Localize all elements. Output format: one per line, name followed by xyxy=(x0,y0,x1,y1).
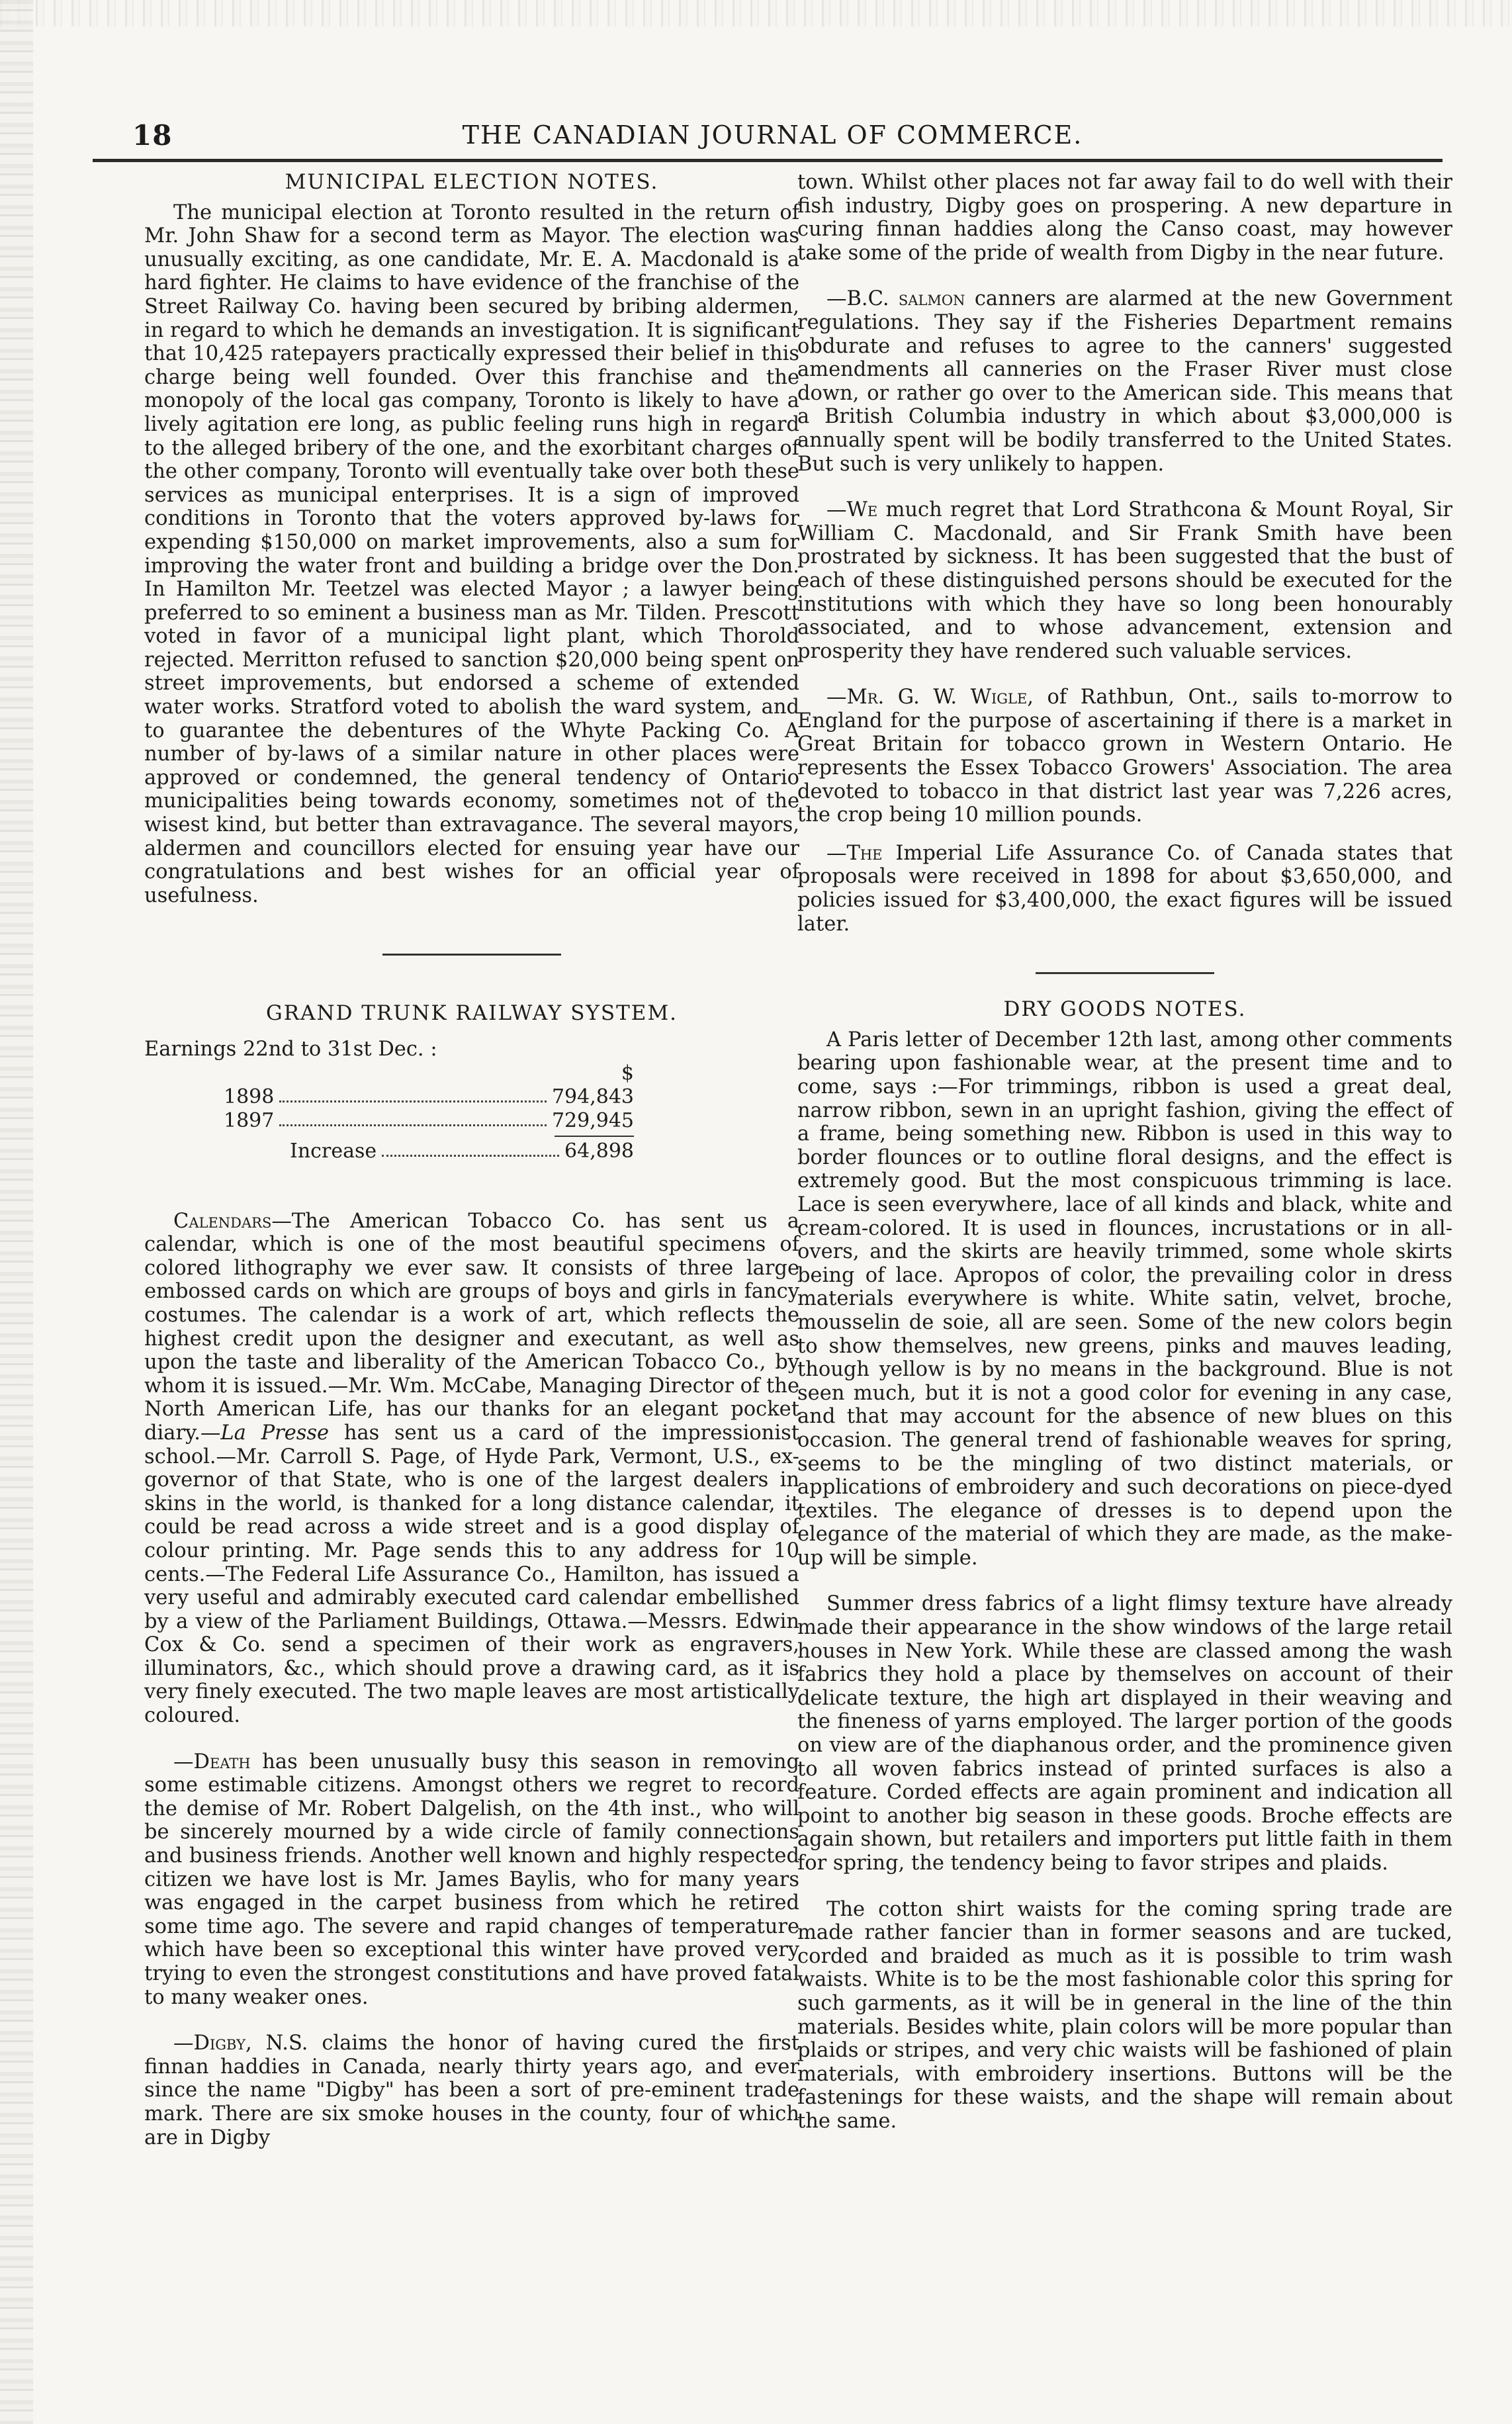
calendars-lead: Calendars xyxy=(173,1209,272,1233)
earnings-value: 729,945 xyxy=(551,1108,634,1132)
bc-salmon-lead: —B.C. salmon xyxy=(826,287,965,311)
dry-goods-paragraph: The cotton shirt waists for the coming spring trade are made rather fancier than in former seasons and are tucked, corded and braided as much as it is possible to trim wash waists. White is to be the most fashionable color this spring for such garments, as it will be in general in the line of the thin materials. Besides white, plain colors will be more popular than plaids or stripes, and very chic waists will be fashioned of plain materials, with embroidery insertions. Buttons will be the fastenings for these waists, and the shape will remain about the same. xyxy=(797,1897,1452,2133)
page-number: 18 xyxy=(132,119,173,152)
strathcona-paragraph xyxy=(797,498,1452,663)
death-lead: —Death xyxy=(173,1750,251,1773)
calendars-text-cont: has sent us a card of the impressionist school.—Mr. Carroll S. Page, of Hyde Park, Vermont, U.S., ex-governor of that State, who is one of the largest dealers in skins in the world, is thanked for a long distance calendar, it could be read across a wide street and is a good display of colour printing. Mr. Page sends this to any address for 10 cents.—The Federal Life Assurance Co., Hamilton, has issued a very useful and admirably executed card calendar embellished by a view of the Parliament Buildings, Ottawa.—Messrs. Edwin Cox & Co. send a specimen of their work as engravers, illuminators, &c., which should prove a drawing card, as it is very finely executed. The two maple leaves are most artistically coloured. xyxy=(144,1421,799,1728)
strathcona-text: much regret that Lord Strathcona & Mount Royal, Sir William C. Macdonald, and Sir Frank Smith have been prostrated by sickness. It has been suggested that the bust of each of these distinguished persons should be executed for the institutions with which they have so long been honourably associated, and to whose advancement, extension and prosperity they have rendered such valuable services. xyxy=(797,498,1452,663)
digby-continued: town. Whilst other places not far away fail to do well with their fish industry, Digby goes on prospering. A new departure in curing finnan haddies along the Canso coast, may however take some of the pride of wealth from Digby in the near future. xyxy=(797,171,1452,265)
dry-goods-title: DRY GOODS NOTES. xyxy=(1003,997,1247,1022)
municipal-title: MUNICIPAL ELECTION NOTES. xyxy=(285,170,659,194)
calendars-text: —The American Tobacco Co. has sent us a calendar, which is one of the most beautiful specimens of colored lithography we ever saw. It consists of three large embossed cards on which are groups of boys and girls in fancy costumes. The calendar is a work of art, which reflects the highest credit upon the designer and executant, as well as upon the taste and liberality of the American Tobacco Co., by whom it is issued.—Mr. Wm. McCabe, Managing Director of the North American Life, has our thanks for an elegant pocket diary.— xyxy=(144,1209,799,1445)
digby-paragraph xyxy=(144,2032,799,2149)
wigle-paragraph xyxy=(797,686,1452,827)
sum-rule xyxy=(555,1136,634,1137)
increase-value: 64,898 xyxy=(564,1139,634,1163)
imperial-paragraph xyxy=(797,842,1452,936)
earnings-value: 794,843 xyxy=(551,1085,634,1108)
currency-symbol: $ xyxy=(621,1061,634,1085)
earnings-row xyxy=(224,1109,634,1133)
earnings-row xyxy=(224,1085,634,1109)
dry-goods-paragraph: A Paris letter of December 12th last, among other comments bearing upon fashionable wear, at the present time and to come, says :—For trimmings, ribbon is used a great deal, narrow ribbon, sewn in an upright fashion, giving the effect of a frame, being something new. Ribbon is used in this way to border flounces or to outline floral designs, and the effect is extremely good. But the most conspicuous trimming is lace. Lace is seen everywhere, lace of all kinds and black, white and cream-colored. It is used in flounces, incrustations or in all-overs, and the skirts are heavily trimmed, some whole skirts being of lace. Apropos of color, the prevailing color in dress materials everywhere is white. White satin, velvet, broche, mousselin de soie, all are seen. Some of the new colors begin to show themselves, new greens, pinks and mauves leading, though yellow is by no means in the background. Blue is not seen much, but it is not a good color for evening in any case, and that may account for the absence of new blues on this occasion. The general trend of fashionable weaves for spring, seems to be the mingling of two distinct materials, or applications of embroidery and such decorations on piece-dyed textiles. The elegance of dresses is to depend upon the elegance of the material of which they are made, as the make-up will be simple. xyxy=(797,1028,1452,1570)
right-column xyxy=(797,171,1452,2133)
header-rule xyxy=(93,159,1443,162)
earnings-year: 1897 xyxy=(224,1108,275,1132)
digby-lead: —Digby xyxy=(173,2032,245,2055)
dry-goods-paragraph: Summer dress fabrics of a light flimsy texture have already made their appearance in the show windows of the large retail houses in New York. While these are classed among the wash fabrics they hold a place by themselves on account of their delicate texture, the high art displayed in their weaving and the fineness of yarns employed. The larger portion of the goods on view are of the diaphanous order, and the prominence given to all woven fabrics instead of printed surfaces is also a feature. Corded effects are again prominent and indication all point to another big season in these goods. Broche effects are again shown, but retailers and importers put little faith in them for spring, the tendency being to favor stripes and plaids. xyxy=(797,1592,1452,1875)
increase-row xyxy=(224,1140,634,1163)
section-divider xyxy=(382,954,561,956)
grand-trunk-subtitle: Earnings 22nd to 31st Dec. : xyxy=(144,1038,437,1061)
earnings-year: 1898 xyxy=(224,1085,275,1108)
journal-title: THE CANADIAN JOURNAL OF COMMERCE. xyxy=(462,120,1083,150)
wigle-lead: —Mr. G. W. Wigle xyxy=(826,686,1028,709)
scan-top-edge xyxy=(0,0,1512,26)
strathcona-lead: —We xyxy=(826,498,878,522)
press-name: La Presse xyxy=(220,1421,330,1445)
calendars-paragraph xyxy=(144,1210,799,1728)
imperial-lead: —The xyxy=(826,841,883,865)
death-paragraph xyxy=(144,1750,799,2010)
increase-label: Increase xyxy=(290,1139,377,1163)
earnings-table xyxy=(224,1061,634,1163)
municipal-body: The municipal election at Toronto resulted in the return of Mr. John Shaw for a second term as Mayor. The election was unusually exciting, as one candidate, Mr. E. A. Macdonald is a hard fighter. He claims to have evidence of the franchise of the Street Railway Co. having been secured by bribing aldermen, in regard to which he demands an investigation. It is significant that 10,425 ratepayers practically expressed their belief in this charge being well founded. Over this franchise and the monopoly of the local gas company, Toronto is likely to have a lively agitation ere long, as public feeling runs high in regard to the alleged bribery of the one, and the exorbitant charges of the other company, Toronto will eventually take over both these services as municipal enterprises. It is a sign of improved conditions in Toronto that the voters approved by-laws for expending $150,000 on market improvements, also a sum for improving the water front and building a bridge over the Don. In Hamilton Mr. Teetzel was elected Mayor ; a lawyer being preferred to so eminent a business man as Mr. Tilden. Prescott voted in favor of a municipal light plant, which Thorold rejected. Merritton refused to sanction $20,000 being spent on street improvements, but endorsed a scheme of extended water works. Stratford voted to abolish the ward system, and to guarantee the debentures of the Whyte Packing Co. A number of by-laws of a similar nature in other places were approved or condemned, the general tendency of Ontario municipalities being towards economy, sometimes not of the wisest kind, but better than extravagance. The several mayors, aldermen and councillors elected for ensuing year have our congratulations and best wishes for an official year of usefulness. xyxy=(144,201,799,907)
left-column xyxy=(144,171,799,2149)
scan-left-edge xyxy=(0,0,33,2424)
wigle-text: , of Rathbun, Ont., sails to-morrow to England for the purpose of ascertaining if there is a market in Great Britain for tobacco grown in Western Ontario. He represents the Essex Tobacco Growers' Association. The area devoted to tobacco in that district last year was 7,226 acres, the crop being 10 million pounds. xyxy=(797,686,1452,827)
page-header xyxy=(93,119,1452,154)
death-text: has been unusually busy this season in removing some estimable citizens. Amongst others we regret to record the demise of Mr. Robert Dalgelish, on the 4th inst., who will be sincerely mourned by a wide circle of family connections and business friends. Another well known and highly respected citizen we have lost is Mr. James Baylis, who for many years was engaged in the carpet business from which he retired some time ago. The severe and rapid changes of temperature which have been so exceptional this winter have proved very trying to even the strongest constitutions and have proved fatal to many weaker ones. xyxy=(144,1750,799,2009)
section-divider xyxy=(1036,972,1214,974)
digby-text: , N.S. claims the honor of having cured the first finnan haddies in Canada, nearly thirty years ago, and ever since the name "Digby" has been a sort of pre-eminent trade mark. There are six smoke houses in the county, four of which are in Digby xyxy=(144,2032,799,2149)
bc-salmon-paragraph xyxy=(797,287,1452,476)
grand-trunk-title: GRAND TRUNK RAILWAY SYSTEM. xyxy=(265,1001,678,1026)
bc-salmon-text: canners are alarmed at the new Government regulations. They say if the Fisheries Department remains obdurate and refuses to agree to the canners' suggested amendments all canneries on the Fraser River must close down, or rather go over to the American side. This means that a British Columbia industry in which about $3,000,000 is annually spent will be bodily transferred to the United States. But such is very unlikely to happen. xyxy=(797,287,1452,476)
imperial-text: Imperial Life Assurance Co. of Canada states that proposals were received in 1898 for about $3,650,000, and policies issued for $3,400,000, the exact figures will be issued later. xyxy=(797,841,1452,936)
